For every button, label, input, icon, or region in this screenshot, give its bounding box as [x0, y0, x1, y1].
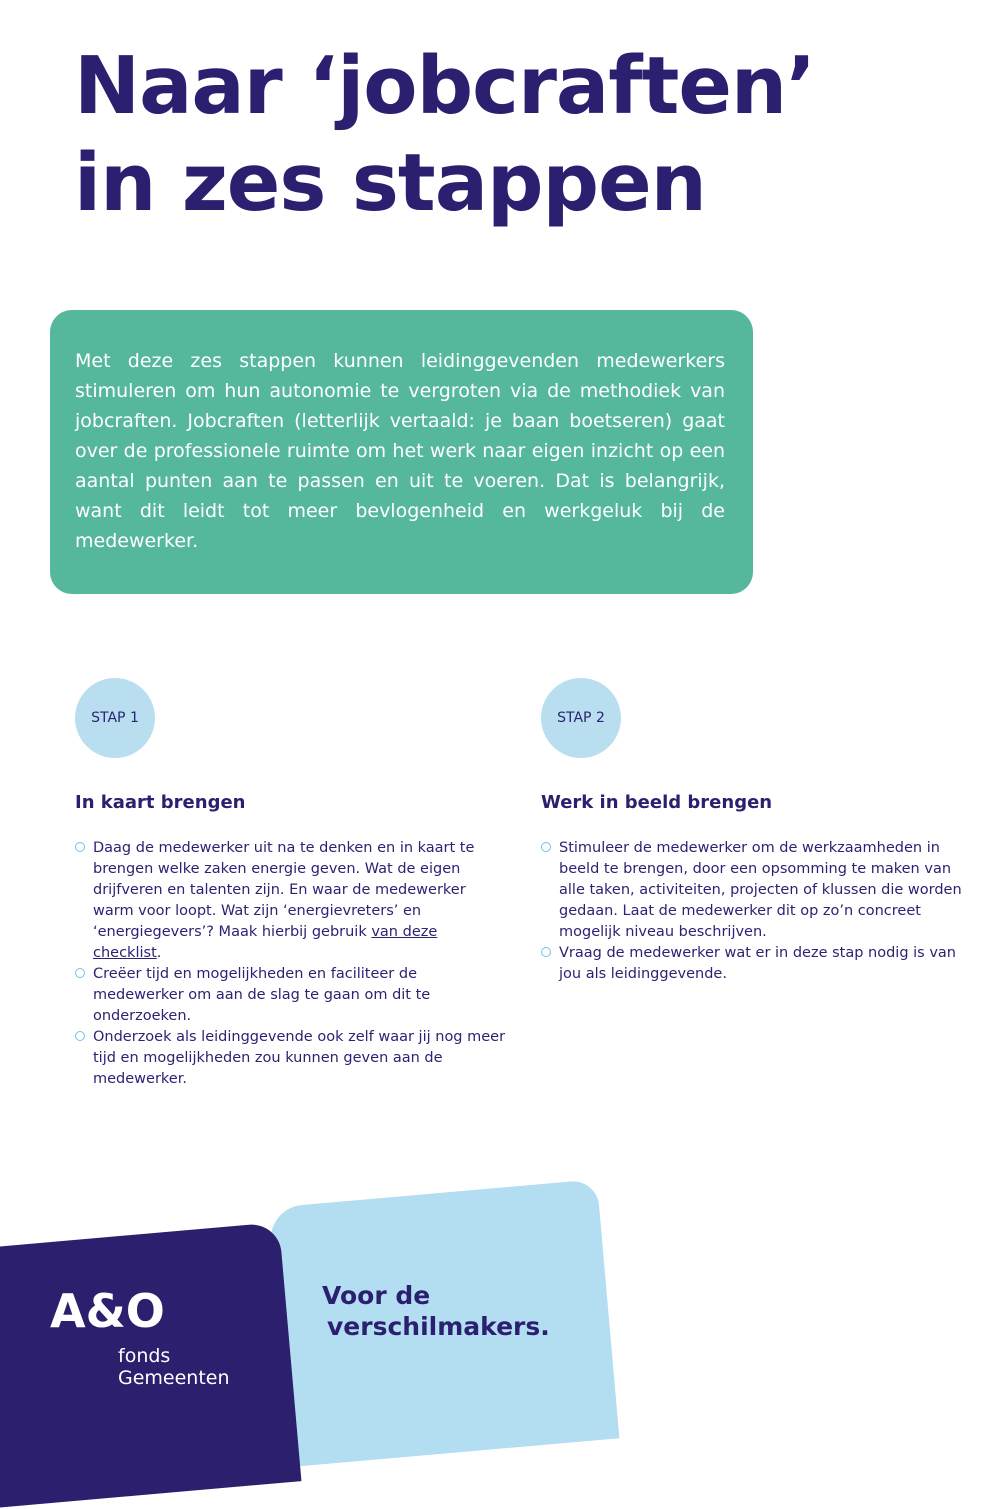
checklist-link[interactable]: van deze checklist — [93, 924, 438, 961]
list-item — [541, 838, 976, 943]
list-item — [75, 1027, 510, 1090]
step-1-badge — [75, 678, 155, 758]
list-item-text-end: . — [156, 945, 162, 961]
step-1-list — [75, 838, 510, 1090]
list-item — [75, 964, 510, 1027]
logo-line-2: Gemeenten — [118, 1367, 230, 1389]
circle-bullet-icon — [75, 968, 85, 978]
page-title — [74, 38, 815, 232]
circle-bullet-icon — [75, 842, 85, 852]
tagline-line-1: Voor de — [322, 1281, 431, 1310]
intro-box — [50, 310, 753, 594]
list-item — [541, 943, 976, 985]
step-2-list — [541, 838, 976, 985]
list-item-text: Stimuleer de medewerker om de werkzaamheden in beeld te brengen, door een opsomming te maken van alle taken, activiteiten, projecten of klussen die worden gedaan. Laat de medewerker dit op zo’n concreet mogelijk niveau beschrijven. — [559, 840, 962, 940]
intro-text: Met deze zes stappen kunnen leidinggevenden medewerkers stimuleren om hun autonomie te vergroten via de methodiek van jobcraften. Jobcraften (letterlijk vertaald: je baan boetseren) gaat over de professionele ruimte om het werk naar eigen inzicht op een aantal punten aan te passen en uit te voeren. Dat is belangrijk, want dit leidt tot meer bevlogenheid en werkgeluk bij de medewerker. — [75, 350, 725, 552]
list-item-text: Creëer tijd en mogelijkheden en faciliteer de medewerker om aan de slag te gaan om dit te onderzoeken. — [93, 966, 431, 1024]
step-2-badge-label: STAP 2 — [557, 710, 605, 726]
step-2-title: Werk in beeld brengen — [541, 792, 773, 813]
circle-bullet-icon — [75, 1031, 85, 1041]
step-2-badge — [541, 678, 621, 758]
list-item-text: Daag de medewerker uit na te denken en in kaart te brengen welke zaken energie geven. Wat de eigen drijfveren en talenten zijn. En waar de medewerker warm voor loopt. Wat zijn ‘energievreters’ en ‘energiegevers’? Maak hierbij gebruik — [93, 840, 475, 940]
logo-subtitle — [118, 1345, 230, 1389]
list-item-text: Onderzoek als leidinggevende ook zelf waar jij nog meer tijd en mogelijkheden zou kunnen geven aan de medewerker. — [93, 1029, 506, 1087]
circle-bullet-icon — [541, 947, 551, 957]
list-item-text: Vraag de medewerker wat er in deze stap nodig is van jou als leidinggevende. — [559, 945, 957, 982]
tagline-line-2: verschilmakers. — [327, 1312, 550, 1341]
logo-line-1: fonds — [118, 1345, 171, 1367]
tagline — [322, 1280, 550, 1342]
ao-logo: A&O — [50, 1284, 165, 1338]
title-line-1: Naar ‘jobcraften’ — [74, 40, 816, 132]
step-1-badge-label: STAP 1 — [91, 710, 139, 726]
circle-bullet-icon — [541, 842, 551, 852]
title-line-2: in zes stappen — [74, 137, 706, 229]
step-1-title: In kaart brengen — [75, 792, 246, 813]
list-item — [75, 838, 510, 964]
